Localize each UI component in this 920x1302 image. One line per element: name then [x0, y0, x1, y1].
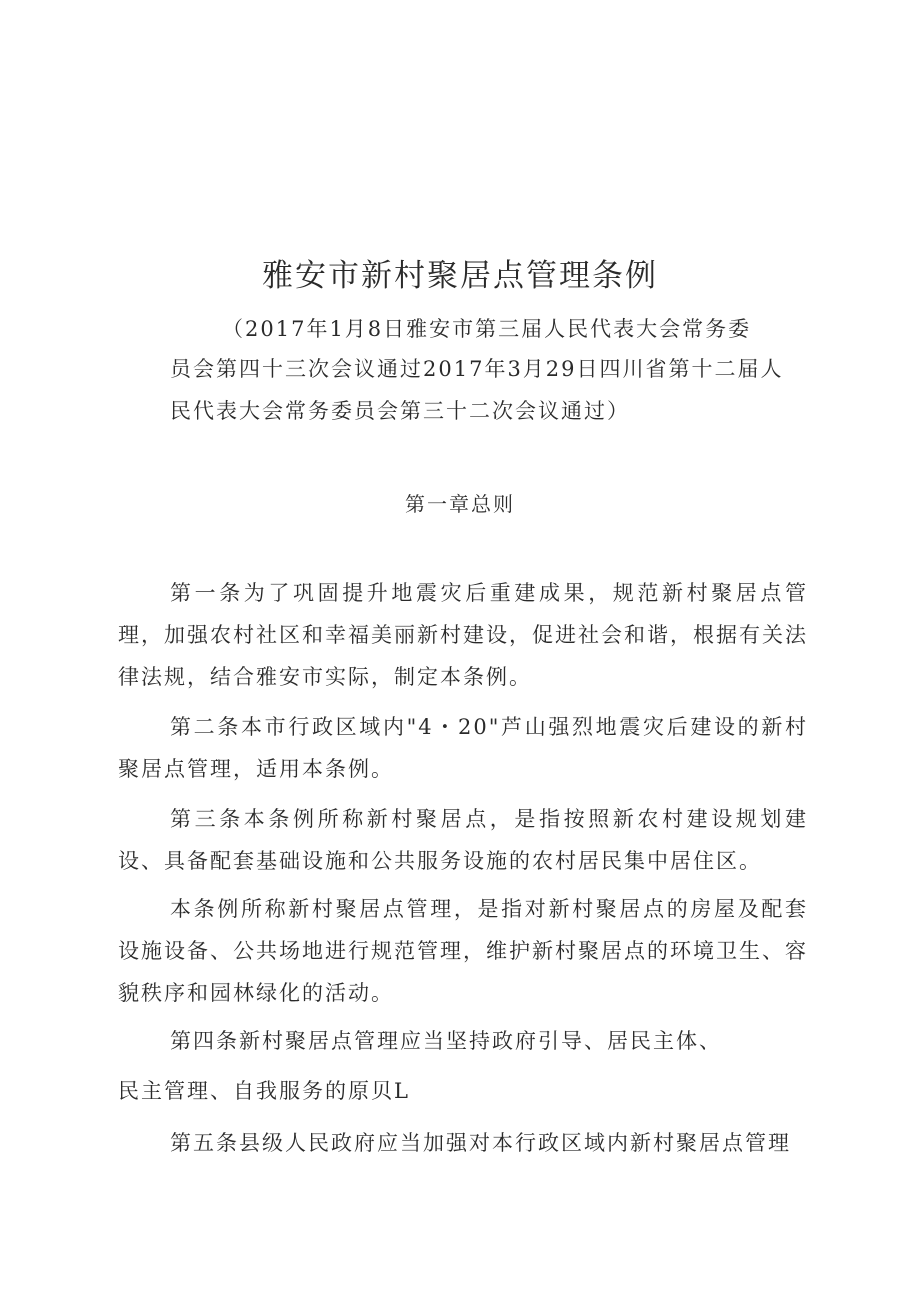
article-4-paragraph-line-2: 民主管理、自我服务的原贝L: [118, 1079, 410, 1103]
document-title: 雅安市新村聚居点管理条例: [262, 258, 658, 294]
article-4-paragraph-line-1: 第四条新村聚居点管理应当坚持政府引导、居民主体、: [170, 1029, 722, 1053]
chapter-heading: 第一章总则: [405, 492, 515, 516]
article-2-paragraph: 第二条本市行政区域内"4・20"芦山强烈地震灾后建设的新村聚居点管理，适用本条例。: [118, 715, 808, 781]
article-3-paragraph: 第三条本条例所称新村聚居点，是指按照新农村建设规划建设、具备配套基础设施和公共服务设施的农村居民集中居住区。: [118, 807, 808, 873]
article-1-paragraph: 第一条为了巩固提升地震灾后重建成果，规范新村聚居点管理，加强农村社区和幸福美丽新村建设，促进社会和谐，根据有关法律法规，结合雅安市实际，制定本条例。: [118, 581, 808, 689]
article-3-definition-paragraph: 本条例所称新村聚居点管理，是指对新村聚居点的房屋及配套设施设备、公共场地进行规范管理，维护新村聚居点的环境卫生、容貌秩序和园林绿化的活动。: [118, 897, 808, 1005]
subtitle-line-2: 员会第四十三次会议通过2017年3月29日四川省第十二届人: [170, 357, 784, 381]
subtitle-line-3: 民代表大会常务委员会第三十二次会议通过）: [170, 399, 630, 423]
subtitle-line-1: （2017年1月8日雅安市第三届人民代表大会常务委: [222, 317, 752, 341]
article-5-paragraph: 第五条县级人民政府应当加强对本行政区域内新村聚居点管理: [170, 1131, 791, 1155]
